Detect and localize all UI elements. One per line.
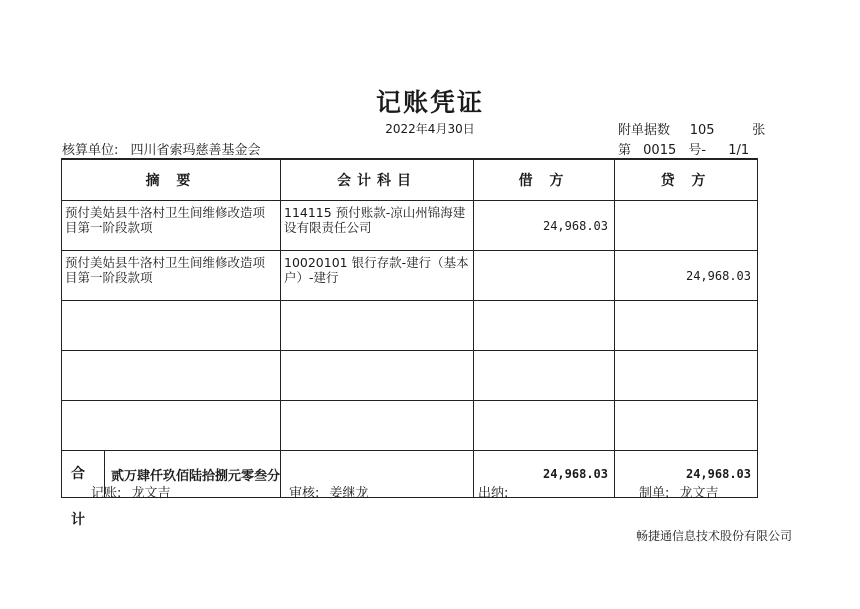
- voucher-table: [61, 158, 758, 528]
- voucher-no: 0015: [643, 143, 677, 158]
- table-row: [62, 201, 758, 251]
- total-credit: 24,968.03: [615, 451, 758, 498]
- header-account: 会计科目: [281, 159, 474, 201]
- row-debit: [474, 401, 615, 451]
- row-summary: 预付美姑县牛洛村卫生间维修改造项目第一阶段款项: [62, 201, 281, 251]
- signature-auditor: [289, 482, 369, 501]
- total-words: 贰万肆仟玖佰陆拾捌元零叁分: [110, 468, 280, 484]
- row-credit: 24,968.03: [615, 251, 758, 301]
- auditor-label: 审核:: [289, 486, 320, 501]
- attachment-count: 105: [689, 123, 715, 138]
- row-credit: [615, 351, 758, 401]
- total-label: 合 计: [62, 451, 105, 497]
- voucher-prefix: 第: [618, 143, 632, 158]
- row-debit: 24,968.03: [474, 201, 615, 251]
- row-account: [281, 351, 474, 401]
- row-account: 114115 预付账款-凉山州锦海建设有限责任公司: [281, 201, 474, 251]
- unit-label: 核算单位:: [62, 143, 119, 158]
- auditor-name: 姜继龙: [329, 486, 369, 501]
- row-summary: [62, 351, 281, 401]
- row-summary: 预付美姑县牛洛村卫生间维修改造项目第一阶段款项: [62, 251, 281, 301]
- row-credit: [615, 301, 758, 351]
- accounting-unit: [62, 139, 261, 158]
- header-credit: 贷 方: [615, 159, 758, 201]
- table-row: [62, 301, 758, 351]
- voucher-number: [618, 139, 749, 158]
- software-vendor: 畅捷通信息技术股份有限公司: [635, 529, 792, 543]
- page-indicator: 1/1: [728, 143, 750, 158]
- attachment-label: 附单据数: [618, 123, 671, 138]
- row-summary: [62, 401, 281, 451]
- signature-cashier: [478, 482, 514, 501]
- header-debit: 借 方: [474, 159, 615, 201]
- attachment-info: [618, 119, 765, 138]
- voucher-date: 2022年4月30日: [385, 122, 475, 136]
- total-debit: 24,968.03: [474, 451, 615, 498]
- unit-name: 四川省索玛慈善基金会: [130, 143, 261, 158]
- bookkeeper-name: 龙文吉: [131, 486, 171, 501]
- bookkeeper-label: 记账:: [91, 486, 122, 501]
- table-row: [62, 351, 758, 401]
- row-account: [281, 301, 474, 351]
- row-credit: [615, 201, 758, 251]
- cashier-label: 出纳:: [478, 486, 509, 501]
- row-credit: [615, 401, 758, 451]
- row-summary: [62, 301, 281, 351]
- signature-preparer: [639, 482, 719, 501]
- row-debit: [474, 301, 615, 351]
- preparer-name: 龙文吉: [679, 486, 719, 501]
- header-summary: 摘 要: [62, 159, 281, 201]
- signature-bookkeeper: [91, 482, 171, 501]
- attachment-unit: 张: [752, 123, 766, 138]
- table-row: [62, 251, 758, 301]
- voucher-title: 记账凭证: [375, 88, 484, 117]
- row-debit: [474, 251, 615, 301]
- row-account: 10020101 银行存款-建行（基本户）-建行: [281, 251, 474, 301]
- voucher-suffix: 号-: [688, 143, 707, 158]
- table-row: [62, 401, 758, 451]
- row-debit: [474, 351, 615, 401]
- row-account: [281, 401, 474, 451]
- preparer-label: 制单:: [639, 486, 670, 501]
